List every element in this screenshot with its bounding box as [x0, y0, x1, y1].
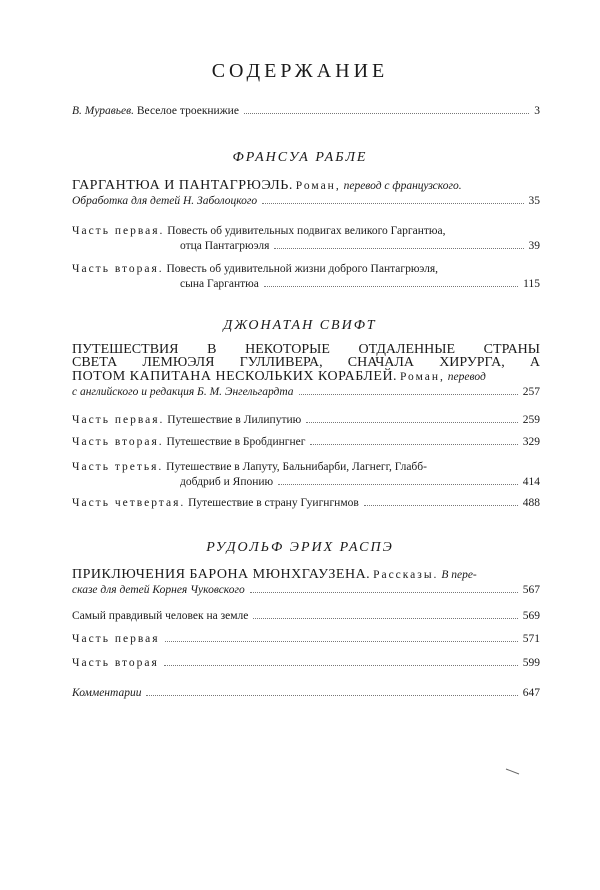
page-title: СОДЕРЖАНИЕ	[211, 60, 389, 82]
part-label: Часть вторая	[72, 657, 159, 669]
part-label: Часть первая.	[72, 414, 165, 426]
page-number: 488	[522, 497, 540, 509]
scan-mark-icon	[505, 768, 521, 776]
toc-entry-part[interactable]	[72, 632, 540, 647]
intro-text: Веселое троекнижие	[136, 105, 239, 117]
page-number: 3	[534, 105, 540, 117]
toc-entry-part[interactable]	[72, 224, 540, 254]
toc-entry-part[interactable]	[72, 435, 540, 450]
page-number: 115	[523, 278, 540, 290]
page-number: 599	[522, 657, 540, 669]
work-title: ПОТОМ КАПИТАНА НЕСКОЛЬКИХ КОРАБЛЕЙ.	[72, 369, 398, 384]
page-number: 39	[528, 240, 540, 252]
section-heading-rabelais: ФРАНСУА РАБЛЕ	[232, 150, 368, 165]
part-text: Повесть об удивительной жизни доброго Пантагрюэля,	[166, 263, 439, 275]
toc-entry-part[interactable]	[72, 413, 540, 428]
work-genre: Роман,	[295, 180, 341, 192]
page-number: 259	[522, 414, 540, 426]
part-text-cont: добдриб и Японию	[180, 476, 274, 488]
comments-label: Комментарии	[72, 687, 142, 699]
page-number: 569	[522, 610, 540, 622]
work-genre: Роман,	[399, 371, 445, 383]
page-number: 571	[522, 633, 540, 645]
part-label: Часть первая.	[72, 225, 165, 237]
toc-entry-munchausen[interactable]	[72, 567, 540, 598]
page-number: 35	[528, 195, 540, 207]
section-heading-raspe: РУДОЛЬФ ЭРИХ РАСПЭ	[206, 540, 394, 555]
work-title: ПУТЕШЕСТВИЯ В НЕКОТОРЫЕ ОТДАЛЕННЫЕ СТРАНЫ	[72, 342, 540, 357]
toc-entry-story[interactable]	[72, 609, 540, 624]
work-genre: Рассказы.	[373, 569, 439, 581]
work-note-cont: сказе для детей Корнея Чуковского	[72, 584, 245, 596]
intro-author: В. Муравьев.	[72, 105, 135, 117]
work-note: В пере-	[441, 569, 477, 581]
part-text: Путешествие в страну Гуигнгнмов	[188, 497, 359, 509]
part-text-cont: сына Гаргантюа	[180, 278, 259, 290]
part-text: Повесть об удивительных подвигах великого Гаргантюа,	[167, 225, 446, 237]
toc-entry-part[interactable]	[72, 262, 540, 292]
work-note: перевод	[447, 371, 486, 383]
part-text: Путешествие в Бробдингнег	[166, 436, 306, 448]
page-number: 647	[522, 687, 540, 699]
toc-entry-part[interactable]	[72, 496, 540, 511]
toc-entry-part[interactable]	[72, 656, 540, 671]
page-number: 414	[522, 476, 540, 488]
toc-entry-comments[interactable]	[72, 686, 540, 701]
toc-entry-gulliver-cont[interactable]	[72, 369, 540, 400]
page-number: 329	[522, 436, 540, 448]
section-heading-swift: ДЖОНАТАН СВИФТ	[223, 318, 377, 333]
part-label: Часть третья.	[72, 461, 164, 473]
page-number: 257	[522, 386, 540, 398]
part-text: Путешествие в Лапуту, Бальнибарби, Лагнегг, Глабб-	[166, 461, 427, 473]
work-note: перевод с французского.	[343, 180, 462, 192]
part-label: Часть четвертая.	[72, 497, 186, 509]
toc-entry-part[interactable]	[72, 460, 540, 490]
toc-entry-gargantua[interactable]	[72, 178, 540, 209]
part-text-cont: отца Пантагрюэля	[180, 240, 270, 252]
part-label: Часть вторая.	[72, 263, 164, 275]
part-text: Путешествие в Лилипутию	[167, 414, 302, 426]
page-number: 567	[522, 584, 540, 596]
part-label: Часть первая	[72, 633, 160, 645]
work-title: СВЕТА ЛЕМЮЭЛЯ ГУЛЛИВЕРА, СНАЧАЛА ХИРУРГА, А	[72, 355, 540, 370]
toc-entry-intro[interactable]	[72, 104, 540, 119]
work-title: ГАРГАНТЮА И ПАНТАГРЮЭЛЬ.	[72, 178, 293, 193]
part-label: Часть вторая.	[72, 436, 164, 448]
story-text: Самый правдивый человек на земле	[72, 610, 249, 622]
toc-entry-gulliver[interactable]	[72, 343, 540, 369]
work-note-cont: с английского и редакция Б. М. Энгельгардта	[72, 386, 294, 398]
work-title: ПРИКЛЮЧЕНИЯ БАРОНА МЮНХГАУЗЕНА.	[72, 567, 371, 582]
work-note-cont: Обработка для детей Н. Заболоцкого	[72, 195, 258, 207]
